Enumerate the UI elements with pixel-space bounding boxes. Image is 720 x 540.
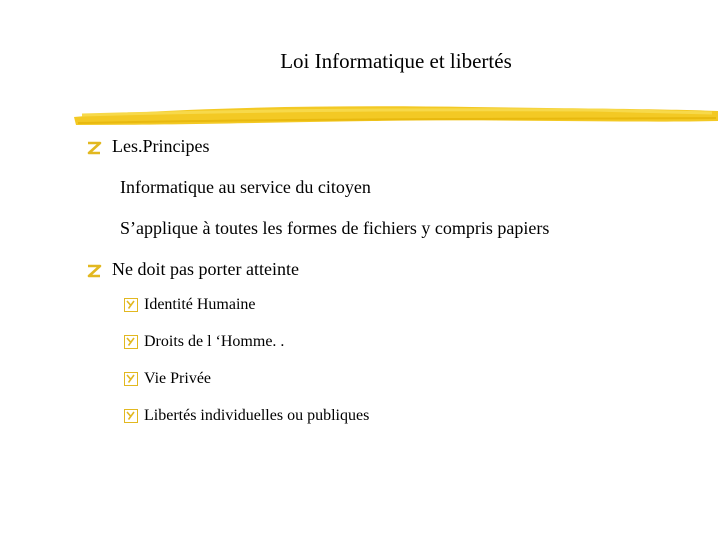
checkbox-y-icon [124, 372, 138, 386]
item-text: S’applique à toutes les formes de fichiers y compris papiers [120, 218, 550, 238]
section-label: Les.Principes [112, 136, 210, 156]
item-text: Droits de l ‘Homme. . [144, 333, 285, 350]
section-principes [86, 134, 209, 158]
section-atteinte [86, 257, 299, 281]
list-item [124, 331, 284, 353]
item-text: Informatique au service du citoyen [120, 177, 371, 197]
list-item [124, 368, 211, 390]
list-item [120, 175, 371, 199]
checkbox-y-icon [124, 409, 138, 423]
section-label: Ne doit pas porter atteinte [112, 259, 299, 279]
checkbox-y-icon [124, 298, 138, 312]
item-text: Identité Humaine [144, 296, 256, 313]
highlighter-underline [72, 101, 720, 129]
z-bullet-icon [86, 261, 102, 277]
item-text: Libertés individuelles ou publiques [144, 407, 370, 424]
list-item [120, 216, 549, 240]
checkbox-y-icon [124, 335, 138, 349]
list-item [124, 294, 256, 316]
list-item [124, 405, 369, 427]
item-text: Vie Privée [144, 370, 212, 387]
slide-title: Loi Informatique et libertés [280, 49, 512, 73]
z-bullet-icon [86, 138, 102, 154]
